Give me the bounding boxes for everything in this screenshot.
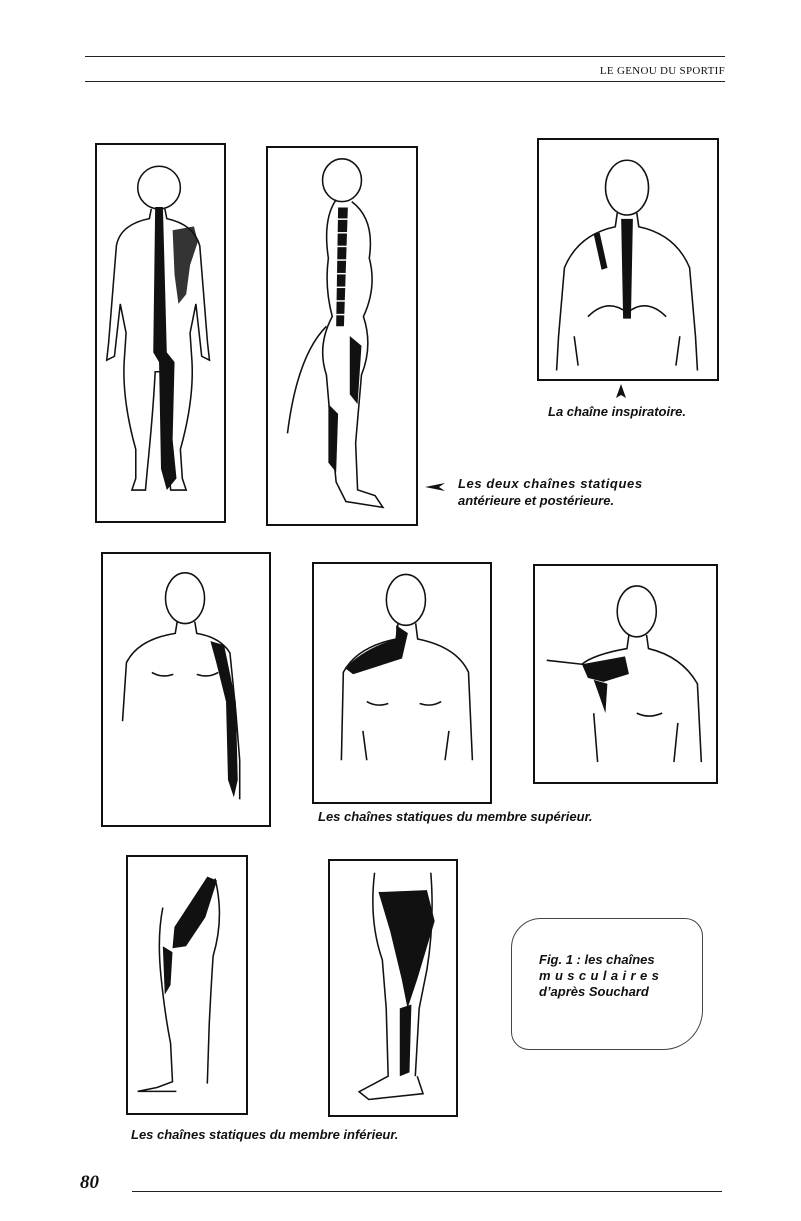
arrow-up-icon [616,384,626,398]
figure-arm-chain [101,552,271,827]
torso-raised-arm-figure-icon [535,566,716,782]
torso-shoulder-figure-icon [314,564,490,802]
caption-upper-limb: Les chaînes statiques du membre supérieur. [318,809,593,824]
figure-posterior-view [95,143,226,523]
footer-rule [132,1191,722,1192]
running-title: LE GENOU DU SPORTIF [599,65,725,77]
callout-line2: musculaires [539,968,664,983]
figure-callout-box [511,918,703,1050]
caption-inspiratory-chain: La chaîne inspiratoire. [548,404,686,419]
page-number: 80 [80,1172,99,1193]
caption-static-chains-line2: antérieure et postérieure. [458,493,615,508]
leg-front-figure-icon [330,861,456,1115]
callout-line3: d’après Souchard [539,984,649,999]
figure-leg-back-view [126,855,248,1115]
figure-lateral-skeleton-view [266,146,418,526]
torso-front-figure-icon [539,140,717,379]
callout-line1: Fig. 1 : les chaînes [539,952,655,967]
body-back-figure-icon [97,145,224,521]
header-underline [85,81,725,82]
figure-neck-shoulder-chain [312,562,492,804]
leg-back-figure-icon [128,857,246,1113]
caption-static-chains-line1: Les deux chaînes statiques [458,476,643,491]
figure-leg-front-view [328,859,458,1117]
figure-inspiratory-chain [537,138,719,381]
top-rule [85,56,725,57]
callout-text [539,952,679,1000]
arrow-left-icon [425,480,445,494]
torso-arm-figure-icon [103,554,269,825]
caption-lower-limb: Les chaînes statiques du membre inférieur. [131,1127,399,1142]
body-side-skeleton-icon [268,148,416,524]
figure-chest-shoulder-chain [533,564,718,784]
